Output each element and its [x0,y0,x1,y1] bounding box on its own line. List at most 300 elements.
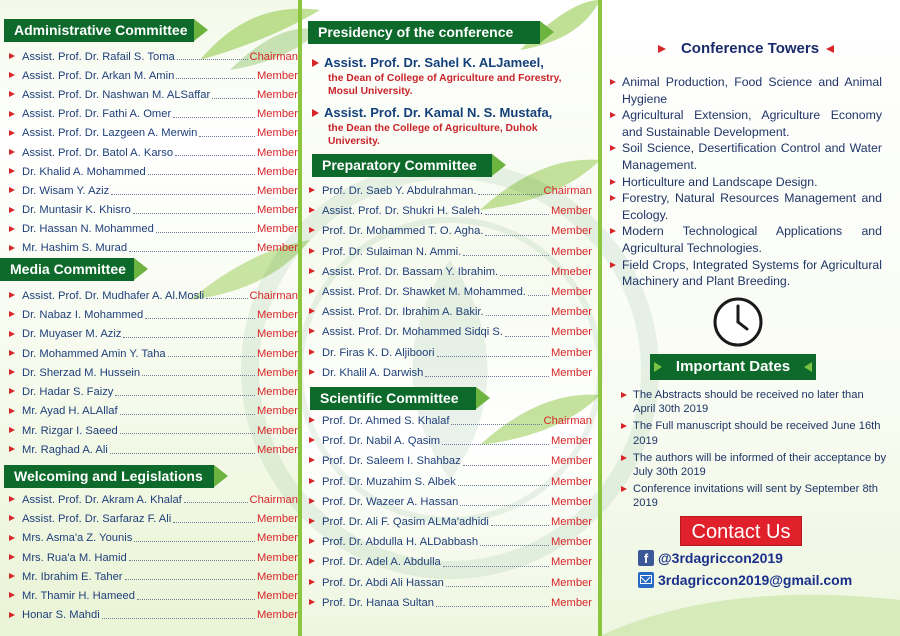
member-name: Assist. Prof. Dr. Ibrahim A. Bakir. [322,306,484,319]
member-role: Member [550,475,592,488]
bullet-icon [309,207,315,213]
bullet-icon [9,130,15,136]
date-text: The Full manuscript should be received June 16th 2019 [633,420,881,447]
member-row [0,363,298,382]
bullet-icon [309,328,315,334]
bullet-icon [621,455,627,461]
dotted-leader [505,336,549,337]
member-name: Dr. Khalil A. Darwish [322,366,424,379]
bullet-icon [309,538,315,544]
mail-icon [638,572,654,588]
member-role: Member [256,444,298,457]
presidency-item [302,105,592,148]
member-row [0,47,298,66]
dotted-leader [425,376,549,377]
bullet-icon [9,446,15,452]
welcoming-title: Welcoming and Legislations [4,465,214,488]
dotted-leader [500,275,549,276]
presidency-title: Presidency of the conference [308,21,540,44]
bullet-icon [9,149,15,155]
dotted-leader [212,98,255,99]
panel-divider [598,0,602,636]
important-dates-list [618,388,888,514]
member-name: Assist. Prof. Dr. Arkan M. Amin [22,69,175,82]
member-name: Assist. Prof. Dr. Sarfaraz F. Ali [22,512,172,525]
bullet-icon [826,45,834,53]
dotted-leader [123,337,255,338]
conference-towers-title: Conference Towers [680,40,820,57]
member-row [300,431,592,451]
dotted-leader [173,117,255,118]
bullet-icon [9,592,15,598]
scientific-committee-title: Scientific Committee [310,387,476,410]
member-name: Prof. Dr. Saeb Y. Abdulrahman. [322,185,477,198]
member-role: Member [256,69,298,82]
dotted-leader [436,606,549,607]
member-row [0,606,298,625]
bullet-icon [309,558,315,564]
conference-towers-list [606,74,882,290]
contact-us-button[interactable]: Contact Us [680,516,802,546]
member-role: Member [550,286,592,299]
dotted-leader [173,522,255,523]
bullet-icon [309,268,315,274]
date-item [618,388,888,416]
member-role: Chairman [249,493,298,506]
member-role: Member [550,516,592,529]
date-item [618,482,888,510]
tower-item [606,74,882,107]
bullet-icon [9,369,15,375]
member-role: Member [256,512,298,525]
bullet-icon [610,112,616,118]
member-name: Prof. Dr. Ali F. Qasim ALMa'adhidi [322,516,489,529]
member-role: Member [256,386,298,399]
tower-text: Horticulture and Landscape Design. [622,174,818,189]
bullet-icon [9,573,15,579]
bullet-icon [312,109,319,117]
bullet-icon [9,245,15,251]
dotted-leader [176,78,255,79]
tower-text: Forestry, Natural Resources Management and Ecology. [622,191,882,222]
member-row [300,512,592,532]
member-name: Assist. Prof. Dr. Batol A. Karso [22,146,174,159]
bullet-icon [610,179,616,185]
member-role: Member [550,495,592,508]
dotted-leader [485,214,549,215]
member-row [0,201,298,220]
member-name: Prof. Dr. Nabil A. Qasim [322,435,441,448]
dotted-leader [485,235,549,236]
bullet-icon [309,437,315,443]
welcoming-list [0,490,298,625]
member-row [0,509,298,528]
member-row [0,239,298,258]
dotted-leader [460,505,549,506]
dotted-leader [125,579,255,580]
member-name: Mr. Ayad H. ALAllaf [22,405,118,418]
presidency-item [302,55,592,98]
member-name: Prof. Dr. Muzahim S. Albek [322,475,456,488]
member-row [300,322,592,342]
member-role: Member [256,570,298,583]
bullet-icon [9,331,15,337]
member-name: Dr. Khalid A. Mohammed [22,165,146,178]
member-role: Member [256,223,298,236]
dotted-leader [184,502,248,503]
member-row [0,402,298,421]
bullet-icon [309,498,315,504]
member-name: Mr. Thamir H. Hameed [22,590,135,603]
bullet-icon [9,72,15,78]
bullet-icon [610,79,616,85]
bullet-icon [309,518,315,524]
bullet-icon [309,457,315,463]
tower-text: Field Crops, Integrated Systems for Agricultural Machinery and Plant Breeding. [622,257,882,289]
dotted-leader [437,356,549,357]
member-row [0,529,298,548]
member-row [300,282,592,302]
member-role: Member [256,165,298,178]
bullet-icon [309,599,315,605]
member-row [0,548,298,567]
member-role: Member [550,556,592,569]
dotted-leader [129,251,255,252]
dotted-leader [458,485,549,486]
member-name: Dr. Wisam Y. Aziz [22,184,110,197]
member-row [0,66,298,85]
member-role: Member [256,308,298,321]
bullet-icon [309,187,315,193]
bullet-icon [9,226,15,232]
dotted-leader [156,232,255,233]
bullet-icon [610,228,616,234]
member-name: Prof. Dr. Sulaiman N. Ammi. [322,245,462,258]
tower-text: Agricultural Extension, Agriculture Economy and Sustainable Development. [622,108,882,139]
member-role: Member [550,596,592,609]
dotted-leader [463,255,549,256]
bullet-icon [9,207,15,213]
bullet-icon [309,417,315,423]
member-name: Dr. Hadar S. Faizy [22,386,114,399]
member-name: Dr. Hassan N. Mohammed [22,223,154,236]
tower-text: Modern Technological Applications and Agricultural Technologies. [622,224,882,255]
dotted-leader [115,395,255,396]
member-name: Prof. Dr. Mohammed T. O. Agha. [322,225,484,238]
member-name: Mr. Hashim S. Murad [22,242,128,255]
date-text: The authors will be informed of their acceptance by July 30th 2019 [633,451,887,479]
dotted-leader [120,414,255,415]
bullet-icon [312,59,319,67]
member-role: Chairman [249,289,298,302]
tower-text: Soil Science, Desertification Control and Water Management. [622,141,882,172]
member-name: Prof. Dr. Adel A. Abdulla [322,556,441,569]
member-name: Assist. Prof. Dr. Nashwan M. ALSaffar [22,88,211,101]
bullet-icon [9,515,15,521]
member-role: Member [256,127,298,140]
member-row [300,201,592,221]
member-name: Assist. Prof. Dr. Shukri H. Saleh. [322,205,484,218]
member-name: Dr. Muntasir K. Khisro [22,204,131,217]
member-name: Assist. Prof. Dr. Bassam Y. Ibrahim. [322,265,499,278]
presidency-name: Assist. Prof. Dr. Sahel K. ALJameel, [324,55,544,70]
member-name: Dr. Firas K. D. Aljiboori [322,346,435,359]
member-role: Chairman [249,50,298,63]
date-text: The Abstracts should be received no later than April 30th 2019 [633,389,864,416]
tower-item [606,174,882,191]
preparatory-committee-list [300,181,592,383]
dotted-leader [446,586,549,587]
member-role: Member [256,366,298,379]
member-role: Member [256,424,298,437]
tower-text: Animal Production, Food Science and Animal Hygiene [622,75,882,106]
member-name: Assist. Prof. Dr. Mohammed Sidqi S. [322,326,503,339]
dotted-leader [175,155,255,156]
member-name: Dr. Muyaser M. Aziz [22,328,122,341]
bullet-icon [309,349,315,355]
member-role: Member [256,204,298,217]
member-row [0,181,298,200]
bullet-icon [9,187,15,193]
member-row [0,124,298,143]
member-name: Honar S. Mahdi [22,609,100,622]
dotted-leader [528,295,549,296]
member-role: Member [550,326,592,339]
member-name: Prof. Dr. Abdi Ali Hassan [322,576,444,589]
bullet-icon [9,292,15,298]
bullet-icon [309,288,315,294]
member-role: Member [256,328,298,341]
member-role: Member [256,551,298,564]
dotted-leader [111,194,255,195]
dotted-leader [129,560,255,561]
date-text: Conference invitations will sent by September 8th 2019 [633,483,879,510]
member-row [300,221,592,241]
dotted-leader [443,566,549,567]
dotted-leader [199,136,255,137]
member-role: Member [550,346,592,359]
member-name: Dr. Mohammed Amin Y. Taha [22,347,166,360]
member-row [300,302,592,322]
dotted-leader [110,453,255,454]
bullet-icon [309,369,315,375]
bullet-icon [621,392,627,398]
member-name: Prof. Dr. Abdulla H. ALDabbash [322,536,479,549]
member-role: Member [256,405,298,418]
bullet-icon [9,535,15,541]
member-role: Member [256,108,298,121]
dotted-leader [168,356,255,357]
member-name: Prof. Dr. Hanaa Sultan [322,596,434,609]
member-name: Mr. Ibrahim E. Taher [22,570,123,583]
dotted-leader [120,433,255,434]
member-row [300,472,592,492]
member-role: Member [550,576,592,589]
date-item [618,451,888,479]
date-item [618,419,888,447]
tower-item [606,257,882,290]
bullet-icon [9,311,15,317]
bullet-icon [9,53,15,59]
bullet-icon [309,227,315,233]
member-row [0,85,298,104]
member-row [0,286,298,305]
email-address[interactable]: 3rdagriccon2019@gmail.com [658,572,853,588]
member-name: Assist. Prof. Dr. Shawket M. Mohammed. [322,286,526,299]
member-row [0,305,298,324]
dotted-leader [480,545,549,546]
bullet-icon [9,612,15,618]
bullet-icon [9,111,15,117]
member-name: Assist. Prof. Dr. Rafail S. Toma [22,50,175,63]
media-committee-title: Media Committee [0,258,134,281]
member-row [0,586,298,605]
presidency-name: Assist. Prof. Dr. Kamal N. S. Mustafa, [324,105,553,120]
member-name: Mrs. Asma'a Z. Younis [22,532,133,545]
member-role: Member [550,435,592,448]
dotted-leader [142,375,255,376]
dotted-leader [491,525,549,526]
member-role: Member [256,347,298,360]
presidency-desc: the Dean of College of Agriculture and Forestry, Mosul University. [328,73,562,97]
member-row [300,573,592,593]
member-role: Member [256,590,298,603]
member-role: Member [550,366,592,379]
member-row [0,490,298,509]
member-name: Prof. Dr. Wazeer A. Hassan [322,495,459,508]
member-row [300,593,592,613]
dotted-leader [486,315,549,316]
bullet-icon [9,408,15,414]
tower-item [606,107,882,140]
member-name: Mrs. Rua'a M. Hamid [22,551,127,564]
member-name: Prof. Dr. Saleem I. Shahbaz [322,455,461,468]
bullet-icon [9,554,15,560]
member-row [300,411,592,431]
tower-item [606,223,882,256]
tower-item [606,140,882,173]
member-row [300,363,592,383]
dotted-leader [478,194,541,195]
email-contact[interactable] [638,571,852,589]
member-row [300,492,592,512]
bullet-icon [621,423,627,429]
dotted-leader [134,541,255,542]
member-role: Mmeber [550,265,592,278]
member-name: Assist. Prof. Dr. Fathi A. Omer [22,108,172,121]
bullet-icon [9,91,15,97]
member-row [0,567,298,586]
clock-icon [712,296,764,348]
dotted-leader [133,213,255,214]
member-row [300,451,592,471]
dotted-leader [145,318,255,319]
dotted-leader [177,59,248,60]
member-role: Member [550,245,592,258]
member-row [0,325,298,344]
member-row [0,382,298,401]
member-role: Member [256,242,298,255]
administrative-committee-list [0,47,298,258]
media-committee-list [0,286,298,460]
member-role: Member [256,184,298,197]
member-row [300,532,592,552]
member-row [300,262,592,282]
bullet-icon [309,248,315,254]
member-role: Member [256,532,298,545]
member-role: Member [550,205,592,218]
dotted-leader [102,618,255,619]
bullet-icon [610,262,616,268]
tower-item [606,190,882,223]
member-role: Chairman [543,185,592,198]
facebook-handle[interactable]: @3rdagriccon2019 [658,550,783,566]
scientific-committee-list [300,411,592,613]
member-role: Member [256,146,298,159]
member-row [300,552,592,572]
member-name: Prof. Dr. Ahmed S. Khalaf [322,415,450,428]
member-row [0,220,298,239]
facebook-icon: f [638,550,654,566]
member-name: Assist. Prof. Dr. Lazgeen A. Merwin [22,127,198,140]
member-name: Assist. Prof. Dr. Akram A. Khalaf [22,493,182,506]
member-role: Member [256,609,298,622]
member-row [0,105,298,124]
bullet-icon [9,168,15,174]
member-role: Member [550,536,592,549]
member-role: Chairman [543,415,592,428]
member-name: Dr. Sherzad M. Hussein [22,366,141,379]
member-role: Member [256,88,298,101]
facebook-contact[interactable] [638,549,783,567]
member-row [0,162,298,181]
important-dates-title: Important Dates [650,354,816,380]
member-row [300,343,592,363]
member-row [0,421,298,440]
member-role: Member [550,455,592,468]
member-role: Member [550,306,592,319]
bullet-icon [610,195,616,201]
member-row [0,143,298,162]
member-row [300,181,592,201]
dotted-leader [206,298,247,299]
bullet-icon [9,350,15,356]
dotted-leader [148,174,255,175]
member-row [0,344,298,363]
member-role: Member [550,225,592,238]
member-row [0,440,298,459]
bullet-icon [309,478,315,484]
dotted-leader [463,465,549,466]
member-name: Mr. Raghad A. Ali [22,444,108,457]
dotted-leader [137,599,255,600]
bullet-icon [309,308,315,314]
member-row [300,242,592,262]
bullet-icon [309,579,315,585]
dotted-leader [451,424,541,425]
member-name: Mr. Rizgar I. Saeed [22,424,118,437]
bullet-icon [9,496,15,502]
member-name: Dr. Nabaz I. Mohammed [22,308,144,321]
bullet-icon [9,388,15,394]
dotted-leader [442,444,549,445]
preparatory-committee-title: Preparatory Committee [312,154,492,177]
member-name: Assist. Prof. Dr. Mudhafer A. Al.Mosli [22,289,205,302]
administrative-committee-title: Administrative Committee [4,19,194,42]
presidency-desc: the Dean the College of Agriculture, Duhok University. [328,123,538,147]
bullet-icon [621,486,627,492]
bullet-icon [610,145,616,151]
